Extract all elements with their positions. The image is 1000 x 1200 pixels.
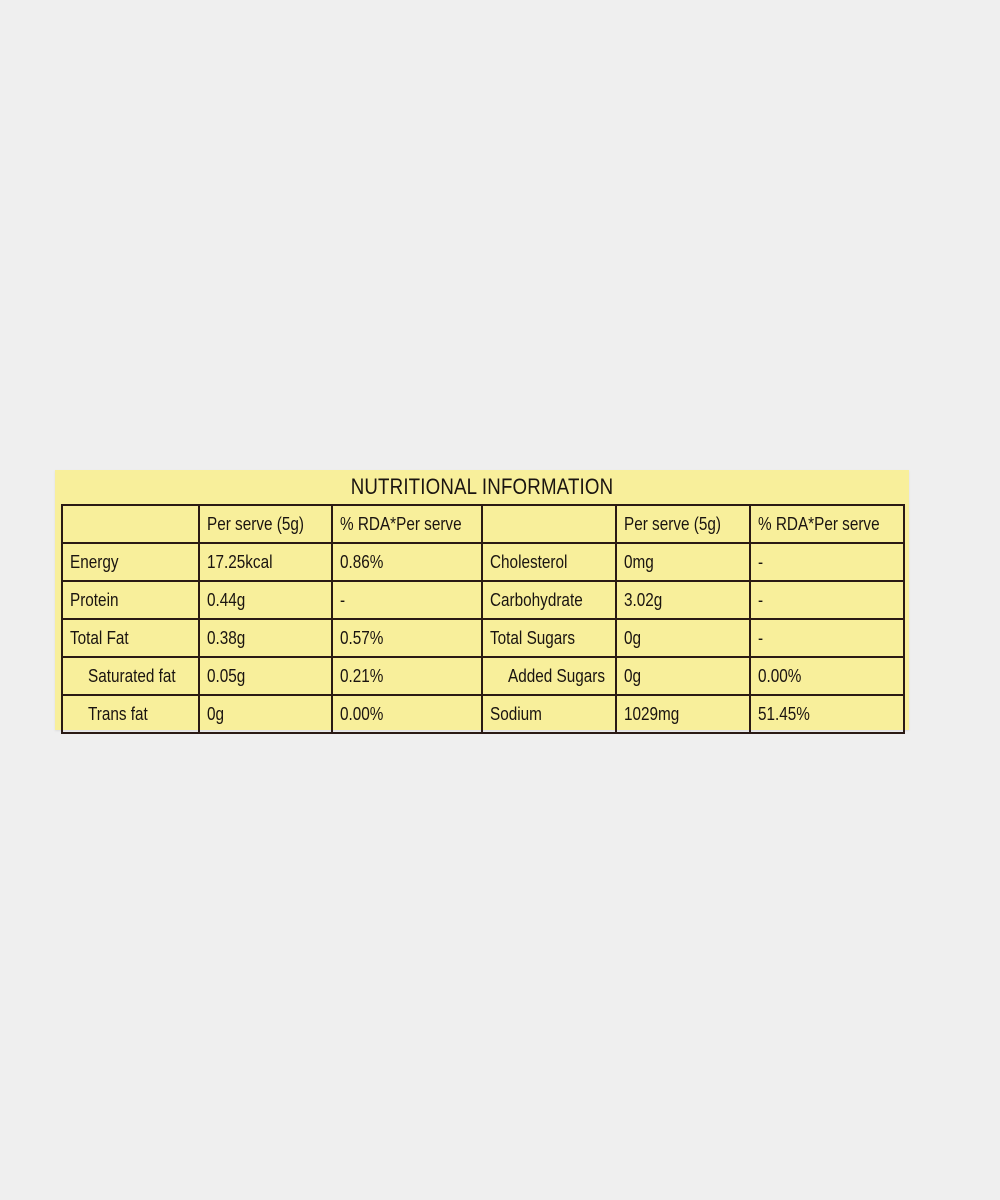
nutrient-name: Carbohydrate xyxy=(482,581,616,619)
nutrient-name: Protein xyxy=(62,581,199,619)
nutrient-name: Trans fat xyxy=(62,695,199,733)
nutrient-per-serve: 0mg xyxy=(616,543,750,581)
nutrition-label xyxy=(55,470,909,730)
table-row xyxy=(62,657,904,695)
nutrient-rda: - xyxy=(332,581,482,619)
header-empty-cell-2 xyxy=(482,505,616,543)
nutrient-per-serve: 0g xyxy=(616,657,750,695)
nutrient-rda: - xyxy=(750,619,904,657)
table-row xyxy=(62,619,904,657)
nutrient-name: Saturated fat xyxy=(62,657,199,695)
table-row xyxy=(62,543,904,581)
header-empty-cell xyxy=(62,505,199,543)
nutrient-per-serve: 0.05g xyxy=(199,657,332,695)
nutrient-per-serve: 1029mg xyxy=(616,695,750,733)
nutrient-rda: 0.21% xyxy=(332,657,482,695)
nutrient-rda: 51.45% xyxy=(750,695,904,733)
nutrient-per-serve: 0g xyxy=(199,695,332,733)
nutrient-rda: 0.00% xyxy=(332,695,482,733)
table-header-row xyxy=(62,505,904,543)
table-row xyxy=(62,695,904,733)
nutrient-name: Total Sugars xyxy=(482,619,616,657)
table-row xyxy=(62,581,904,619)
nutrient-rda: 0.00% xyxy=(750,657,904,695)
label-title: NUTRITIONAL INFORMATION xyxy=(350,474,614,499)
nutrient-per-serve: 17.25kcal xyxy=(199,543,332,581)
nutrient-name: Added Sugars xyxy=(482,657,616,695)
nutrient-per-serve: 3.02g xyxy=(616,581,750,619)
nutrient-name: Energy xyxy=(62,543,199,581)
nutrient-name: Cholesterol xyxy=(482,543,616,581)
nutrient-per-serve: 0.44g xyxy=(199,581,332,619)
nutrient-rda: 0.57% xyxy=(332,619,482,657)
header-rda-2: % RDA*Per serve xyxy=(750,505,904,543)
nutrient-per-serve: 0g xyxy=(616,619,750,657)
nutrient-rda: 0.86% xyxy=(332,543,482,581)
header-rda: % RDA*Per serve xyxy=(332,505,482,543)
nutrient-rda: - xyxy=(750,543,904,581)
nutrient-rda: - xyxy=(750,581,904,619)
nutrient-name: Sodium xyxy=(482,695,616,733)
nutrition-table xyxy=(61,504,905,734)
header-per-serve: Per serve (5g) xyxy=(199,505,332,543)
nutrient-per-serve: 0.38g xyxy=(199,619,332,657)
nutrient-name: Total Fat xyxy=(62,619,199,657)
header-per-serve-2: Per serve (5g) xyxy=(616,505,750,543)
